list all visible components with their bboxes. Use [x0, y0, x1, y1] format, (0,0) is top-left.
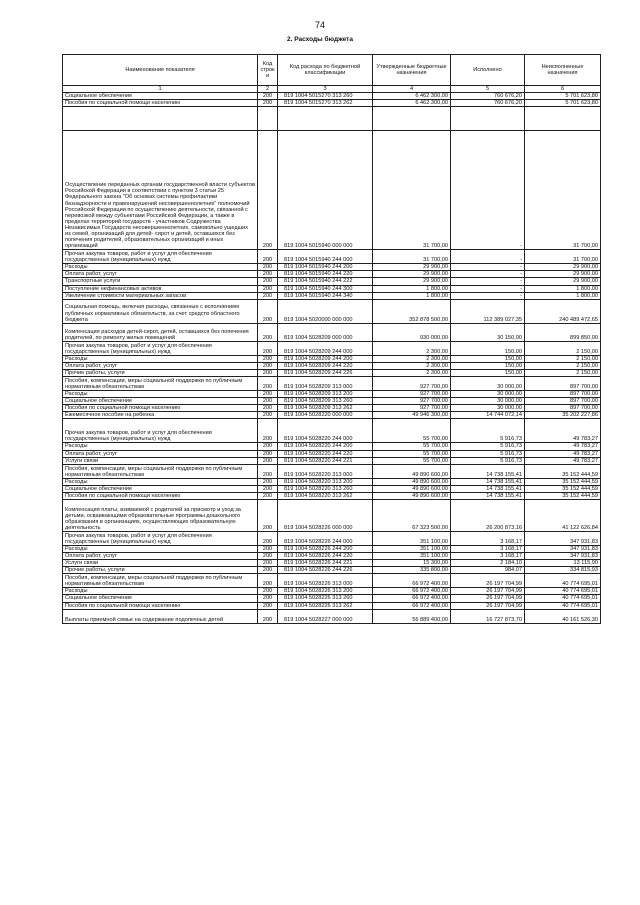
row-approved: 927 700,00: [373, 377, 451, 391]
row-name: [63, 107, 258, 131]
row-line-code: 200: [258, 93, 278, 100]
row-approved: 67 323 500,00: [373, 499, 451, 531]
row-name: Пособия, компенсации, меры социальной поддержки по публичным нормативным обязательствам: [63, 464, 258, 478]
row-unexecuted: 2 150,00: [525, 362, 601, 369]
row-approved: 29 900,00: [373, 271, 451, 278]
row-approved: 55 700,00: [373, 443, 451, 450]
row-executed: 150,00: [451, 341, 525, 355]
row-name: Прочие работы, услуги: [63, 567, 258, 574]
row-executed: -: [451, 131, 525, 250]
row-executed: 3 168,17: [451, 553, 525, 560]
row-budget-code: 819 1004 5020000 000 000: [278, 299, 373, 323]
row-executed: 26 197 704,99: [451, 574, 525, 588]
row-approved: 31 700,00: [373, 250, 451, 264]
row-budget-code: 819 1004 5028220 313 000: [278, 464, 373, 478]
table-row: [63, 602, 601, 609]
row-executed: 14 738 155,41: [451, 464, 525, 478]
table-row: [63, 609, 601, 623]
row-approved: 2 300,00: [373, 369, 451, 376]
budget-expenses-table: [62, 54, 601, 624]
column-number: 2: [258, 86, 278, 93]
row-line-code: 200: [258, 560, 278, 567]
table-row: [63, 278, 601, 285]
row-name: Пособия по социальной помощи населению: [63, 405, 258, 412]
row-unexecuted: 347 931,83: [525, 531, 601, 545]
row-unexecuted: 2 150,00: [525, 369, 601, 376]
table-header-row: [63, 55, 601, 86]
row-executed: 26 197 704,99: [451, 602, 525, 609]
row-unexecuted: 29 900,00: [525, 278, 601, 285]
row-budget-code: 819 1004 5028220 313 200: [278, 478, 373, 485]
row-executed: -: [451, 285, 525, 292]
row-budget-code: 819 1004 5028227 000 000: [278, 609, 373, 623]
table-row: [63, 299, 601, 323]
row-line-code: 200: [258, 443, 278, 450]
row-unexecuted: 35 152 444,59: [525, 492, 601, 499]
row-line-code: 200: [258, 553, 278, 560]
row-approved: 1 800,00: [373, 285, 451, 292]
row-budget-code: 819 1004 5028226 313 262: [278, 602, 373, 609]
table-row: [63, 341, 601, 355]
header-line-code: Код строк и: [258, 55, 278, 86]
column-number: 1: [63, 86, 258, 93]
row-unexecuted: 897 700,00: [525, 405, 601, 412]
row-budget-code: 819 1004 5028226 244 226: [278, 567, 373, 574]
row-executed: -: [451, 278, 525, 285]
row-approved: [373, 107, 451, 131]
row-approved: 927 700,00: [373, 398, 451, 405]
row-approved: 930 000,00: [373, 323, 451, 341]
row-budget-code: 819 1004 5028220 244 000: [278, 419, 373, 443]
row-unexecuted: 1 800,00: [525, 285, 601, 292]
row-budget-code: 819 1004 5028209 244 000: [278, 341, 373, 355]
row-executed: 760 676,20: [451, 93, 525, 100]
row-approved: 351 100,00: [373, 531, 451, 545]
table-row: [63, 478, 601, 485]
row-line-code: 200: [258, 264, 278, 271]
row-line-code: [258, 107, 278, 131]
header-unexecuted: Неисполненные назначения: [525, 55, 601, 86]
row-name: Расходы: [63, 545, 258, 552]
table-row: [63, 588, 601, 595]
row-approved: 335 800,00: [373, 567, 451, 574]
row-budget-code: 819 1004 5028220 000 000: [278, 412, 373, 419]
table-row: [63, 545, 601, 552]
row-executed: 26 200 873,16: [451, 499, 525, 531]
row-unexecuted: 240 489 472,65: [525, 299, 601, 323]
row-unexecuted: 35 152 444,59: [525, 478, 601, 485]
row-name: Ежемесячное пособие на ребенка: [63, 412, 258, 419]
row-unexecuted: 31 700,00: [525, 250, 601, 264]
row-budget-code: 819 1004 5028209 313 262: [278, 405, 373, 412]
row-approved: 927 700,00: [373, 391, 451, 398]
row-budget-code: 819 1004 5028209 313 260: [278, 398, 373, 405]
table-row: [63, 93, 601, 100]
row-budget-code: 819 1004 5028209 244 226: [278, 369, 373, 376]
row-approved: 49 946 300,00: [373, 412, 451, 419]
row-approved: 55 700,00: [373, 457, 451, 464]
row-unexecuted: 35 152 444,59: [525, 485, 601, 492]
table-row: [63, 369, 601, 376]
row-budget-code: 819 1004 5028209 000 000: [278, 323, 373, 341]
row-unexecuted: 49 783,27: [525, 450, 601, 457]
row-unexecuted: 49 783,27: [525, 457, 601, 464]
row-approved: 2 300,00: [373, 355, 451, 362]
row-executed: 26 197 704,99: [451, 588, 525, 595]
table-row: [63, 250, 601, 264]
row-budget-code: 819 1004 5015940 244 000: [278, 250, 373, 264]
row-unexecuted: 2 150,00: [525, 355, 601, 362]
row-budget-code: 819 1004 5015940 244 200: [278, 264, 373, 271]
row-name: Оплата работ, услуг: [63, 362, 258, 369]
row-executed: 150,00: [451, 369, 525, 376]
row-approved: 927 700,00: [373, 405, 451, 412]
row-approved: 66 972 400,00: [373, 588, 451, 595]
row-line-code: 200: [258, 499, 278, 531]
row-approved: 1 800,00: [373, 292, 451, 299]
row-approved: 66 972 400,00: [373, 602, 451, 609]
row-executed: 5 916,73: [451, 450, 525, 457]
row-approved: 49 890 600,00: [373, 492, 451, 499]
column-number-row: [63, 86, 601, 93]
row-line-code: 200: [258, 377, 278, 391]
row-line-code: 200: [258, 457, 278, 464]
row-executed: 5 916,73: [451, 443, 525, 450]
header-executed: Исполнено: [451, 55, 525, 86]
row-name: Прочая закупка товаров, работ и услуг для обеспечения государственных (муниципальных) нужд: [63, 341, 258, 355]
row-name: Выплаты приемной семье на содержание подопечных детей: [63, 609, 258, 623]
row-unexecuted: 1 800,00: [525, 292, 601, 299]
row-name: Расходы: [63, 391, 258, 398]
row-name: Поступление нефинансовых активов: [63, 285, 258, 292]
row-budget-code: 819 1004 5015940 244 222: [278, 278, 373, 285]
row-executed: 14 738 155,41: [451, 492, 525, 499]
row-name: Оплата работ, услуг: [63, 450, 258, 457]
row-line-code: 200: [258, 492, 278, 499]
row-budget-code: 819 1004 5028220 244 221: [278, 457, 373, 464]
section-title: 2. Расходы бюджета: [287, 36, 353, 43]
row-executed: -: [451, 250, 525, 264]
header-approved: Утвержденные бюджетные назначения: [373, 55, 451, 86]
row-budget-code: 819 1004 5028209 244 200: [278, 355, 373, 362]
row-executed: [451, 107, 525, 131]
table-row: [63, 323, 601, 341]
table-row: [63, 271, 601, 278]
row-name: Пособия по социальной помощи населению: [63, 100, 258, 107]
row-executed: 3 168,17: [451, 545, 525, 552]
row-budget-code: 819 1004 5028226 244 221: [278, 560, 373, 567]
row-budget-code: 819 1004 5028226 244 200: [278, 545, 373, 552]
table-row: [63, 264, 601, 271]
row-budget-code: 819 1004 5015270 313 260: [278, 93, 373, 100]
row-line-code: 200: [258, 567, 278, 574]
row-unexecuted: 5 701 623,80: [525, 100, 601, 107]
row-executed: 30 150,00: [451, 323, 525, 341]
row-approved: 15 300,00: [373, 560, 451, 567]
row-approved: 2 300,00: [373, 362, 451, 369]
row-executed: 5 916,73: [451, 457, 525, 464]
row-executed: 150,00: [451, 362, 525, 369]
row-approved: 351 100,00: [373, 545, 451, 552]
row-approved: 66 972 400,00: [373, 574, 451, 588]
row-unexecuted: 334 815,93: [525, 567, 601, 574]
row-line-code: 200: [258, 485, 278, 492]
row-approved: 352 878 500,00: [373, 299, 451, 323]
row-executed: 2 184,10: [451, 560, 525, 567]
row-name: Расходы: [63, 355, 258, 362]
row-approved: 29 900,00: [373, 278, 451, 285]
row-line-code: 200: [258, 419, 278, 443]
row-name: Прочая закупка товаров, работ и услуг для обеспечения государственных (муниципальных) нужд: [63, 531, 258, 545]
row-executed: -: [451, 271, 525, 278]
table-row: [63, 574, 601, 588]
row-name: Услуги связи: [63, 560, 258, 567]
row-name: Социальная помощь, включая расходы, связанные с исполнением публичных нормативных обязательств, за счет средств областного бюджета: [63, 299, 258, 323]
row-name: Прочая закупка товаров, работ и услуг для обеспечения государственных (муниципальных) нужд: [63, 419, 258, 443]
row-unexecuted: 41 122 626,84: [525, 499, 601, 531]
row-line-code: 200: [258, 285, 278, 292]
column-number: 3: [278, 86, 373, 93]
row-budget-code: 819 1004 5028226 313 200: [278, 588, 373, 595]
header-name: Наименование показателя: [63, 55, 258, 86]
row-line-code: 200: [258, 323, 278, 341]
row-budget-code: 819 1004 5028220 313 260: [278, 485, 373, 492]
row-unexecuted: 897 700,00: [525, 398, 601, 405]
row-line-code: 200: [258, 391, 278, 398]
row-line-code: 200: [258, 369, 278, 376]
column-number: 4: [373, 86, 451, 93]
row-line-code: 200: [258, 271, 278, 278]
row-executed: 30 000,00: [451, 377, 525, 391]
row-name: Пособия, компенсации, меры социальной поддержки по публичным нормативным обязательствам: [63, 377, 258, 391]
row-line-code: 200: [258, 609, 278, 623]
row-executed: 26 197 704,99: [451, 595, 525, 602]
row-unexecuted: 35 202 227,86: [525, 412, 601, 419]
row-name: Транспортные услуги: [63, 278, 258, 285]
row-budget-code: 819 1004 5028220 313 262: [278, 492, 373, 499]
table-row: [63, 391, 601, 398]
table-row: [63, 457, 601, 464]
row-executed: 16 727 873,70: [451, 609, 525, 623]
row-name: Услуги связи: [63, 457, 258, 464]
row-executed: 30 000,00: [451, 405, 525, 412]
row-unexecuted: 13 115,90: [525, 560, 601, 567]
table-row: [63, 492, 601, 499]
row-unexecuted: 897 700,00: [525, 391, 601, 398]
row-unexecuted: 899 850,00: [525, 323, 601, 341]
table-row: [63, 567, 601, 574]
row-budget-code: 819 1004 5028220 244 200: [278, 443, 373, 450]
column-number: 5: [451, 86, 525, 93]
row-approved: 55 700,00: [373, 450, 451, 457]
row-unexecuted: 5 701 623,80: [525, 93, 601, 100]
row-name: Расходы: [63, 264, 258, 271]
row-unexecuted: [525, 107, 601, 131]
row-executed: -: [451, 292, 525, 299]
table-row: [63, 560, 601, 567]
row-name: Оплата работ, услуг: [63, 553, 258, 560]
row-name: Пособия по социальной помощи населению: [63, 492, 258, 499]
table-row: [63, 485, 601, 492]
row-name: Социальное обеспечение: [63, 398, 258, 405]
table-row: [63, 107, 601, 131]
row-executed: 5 916,73: [451, 419, 525, 443]
row-name: Социальное обеспечение: [63, 595, 258, 602]
table-row: [63, 595, 601, 602]
row-budget-code: 819 1004 5028226 313 000: [278, 574, 373, 588]
row-approved: 6 462 300,00: [373, 93, 451, 100]
row-name: Социальное обеспечение: [63, 485, 258, 492]
row-line-code: 200: [258, 355, 278, 362]
row-name: Компенсация платы, взимаемой с родителей за присмотр и уход за детьми, осваивающими образовательные программы дошкольного образования в организациях, осуществляющих образовательную деятельность: [63, 499, 258, 531]
row-line-code: 200: [258, 292, 278, 299]
row-executed: 984,07: [451, 567, 525, 574]
table-row: [63, 419, 601, 443]
table-row: [63, 131, 601, 250]
row-name: Увеличение стоимости материальных запасов: [63, 292, 258, 299]
table-row: [63, 464, 601, 478]
row-line-code: 200: [258, 478, 278, 485]
row-unexecuted: 40 774 695,01: [525, 588, 601, 595]
row-budget-code: [278, 107, 373, 131]
row-budget-code: 819 1004 5028226 244 000: [278, 531, 373, 545]
row-unexecuted: 347 931,83: [525, 553, 601, 560]
row-unexecuted: 897 700,00: [525, 377, 601, 391]
row-line-code: 200: [258, 464, 278, 478]
header-budget-code: Код расхода по бюджетной классификации: [278, 55, 373, 86]
row-unexecuted: 40 161 526,30: [525, 609, 601, 623]
row-budget-code: 819 1004 5028226 000 000: [278, 499, 373, 531]
row-budget-code: 819 1004 5028209 313 000: [278, 377, 373, 391]
row-line-code: 200: [258, 602, 278, 609]
row-approved: 55 700,00: [373, 419, 451, 443]
row-name: Оплата работ, услуг: [63, 271, 258, 278]
row-name: Расходы: [63, 478, 258, 485]
row-name: Социальное обеспечение: [63, 93, 258, 100]
row-executed: 14 738 155,41: [451, 478, 525, 485]
row-executed: -: [451, 264, 525, 271]
table-row: [63, 398, 601, 405]
row-budget-code: 819 1004 5015940 244 300: [278, 285, 373, 292]
row-line-code: 200: [258, 299, 278, 323]
row-line-code: 200: [258, 278, 278, 285]
table-row: [63, 355, 601, 362]
row-name: Осуществление переданных органам государственной власти субъектов Российской Федерации в соответствии с пунктом 3 статьи 25 Федерального закона "Об основах системы профилактики безнадзорности и правонарушений несовершеннолетних" полномочий Российской Федерации по осуществлению деятельности, связанной с перевозкой между субъектами Российской Федерации, а также в пределах территорий государств - участников Содружества Независимых Государств несовершеннолетних, самовольно ушедших из семей, организаций для детей- сирот и детей, оставшихся без попечения родителей, образовательных организаций и иных организаций: [63, 131, 258, 250]
table-row: [63, 292, 601, 299]
row-unexecuted: 40 774 695,01: [525, 595, 601, 602]
row-line-code: 200: [258, 574, 278, 588]
row-unexecuted: 29 900,00: [525, 271, 601, 278]
row-line-code: 200: [258, 362, 278, 369]
column-number: 6: [525, 86, 601, 93]
row-executed: 760 676,20: [451, 100, 525, 107]
row-name: Прочие работы, услуги: [63, 369, 258, 376]
row-line-code: 200: [258, 531, 278, 545]
row-name: Расходы: [63, 443, 258, 450]
row-executed: 30 000,00: [451, 398, 525, 405]
row-approved: 31 700,00: [373, 131, 451, 250]
row-approved: 351 100,00: [373, 553, 451, 560]
row-budget-code: 819 1004 5028226 244 220: [278, 553, 373, 560]
row-budget-code: 819 1004 5028220 244 220: [278, 450, 373, 457]
row-budget-code: 819 1004 5015270 313 262: [278, 100, 373, 107]
table-row: [63, 100, 601, 107]
row-unexecuted: 2 150,00: [525, 341, 601, 355]
row-line-code: 200: [258, 398, 278, 405]
row-line-code: 200: [258, 341, 278, 355]
row-executed: 30 000,00: [451, 391, 525, 398]
row-approved: 56 889 400,00: [373, 609, 451, 623]
row-line-code: 200: [258, 131, 278, 250]
row-executed: 14 744 072,14: [451, 412, 525, 419]
row-unexecuted: 40 774 695,01: [525, 574, 601, 588]
table-row: [63, 450, 601, 457]
row-line-code: 200: [258, 405, 278, 412]
table-row: [63, 412, 601, 419]
row-approved: 6 462 300,00: [373, 100, 451, 107]
row-approved: 66 972 400,00: [373, 595, 451, 602]
row-name: Пособия по социальной помощи населению: [63, 602, 258, 609]
table-row: [63, 285, 601, 292]
row-unexecuted: 29 900,00: [525, 264, 601, 271]
table-row: [63, 362, 601, 369]
row-unexecuted: 40 774 695,01: [525, 602, 601, 609]
table-row: [63, 443, 601, 450]
row-line-code: 200: [258, 100, 278, 107]
row-executed: 150,00: [451, 355, 525, 362]
row-budget-code: 819 1004 5015940 000 000: [278, 131, 373, 250]
row-budget-code: 819 1004 5028209 313 200: [278, 391, 373, 398]
row-unexecuted: 347 931,83: [525, 545, 601, 552]
row-unexecuted: 31 700,00: [525, 131, 601, 250]
row-name: Расходы: [63, 588, 258, 595]
row-executed: 112 389 027,35: [451, 299, 525, 323]
row-executed: 3 168,17: [451, 531, 525, 545]
table-row: [63, 499, 601, 531]
row-budget-code: 819 1004 5028226 313 260: [278, 595, 373, 602]
row-approved: 2 300,00: [373, 341, 451, 355]
row-line-code: 200: [258, 588, 278, 595]
row-unexecuted: 49 783,27: [525, 443, 601, 450]
page-number: 74: [314, 20, 325, 30]
row-line-code: 200: [258, 450, 278, 457]
row-name: Пособия, компенсации, меры социальной поддержки по публичным нормативным обязательствам: [63, 574, 258, 588]
row-approved: 49 890 600,00: [373, 464, 451, 478]
row-executed: 14 738 155,41: [451, 485, 525, 492]
row-line-code: 200: [258, 595, 278, 602]
row-budget-code: 819 1004 5015940 244 220: [278, 271, 373, 278]
row-approved: 29 900,00: [373, 264, 451, 271]
row-line-code: 200: [258, 412, 278, 419]
table-row: [63, 377, 601, 391]
row-budget-code: 819 1004 5015940 244 340: [278, 292, 373, 299]
row-line-code: 200: [258, 545, 278, 552]
row-approved: 49 890 600,00: [373, 478, 451, 485]
row-budget-code: 819 1004 5028209 244 220: [278, 362, 373, 369]
table-row: [63, 405, 601, 412]
row-name: Компенсация расходов детей-сирот, детей, оставшихся без попечения родителей, по ремонту жилых помещений: [63, 323, 258, 341]
row-unexecuted: 49 783,27: [525, 419, 601, 443]
row-unexecuted: 35 152 444,59: [525, 464, 601, 478]
row-name: Прочая закупка товаров, работ и услуг для обеспечения государственных (муниципальных) нужд: [63, 250, 258, 264]
table-row: [63, 553, 601, 560]
row-approved: 49 890 600,00: [373, 485, 451, 492]
row-line-code: 200: [258, 250, 278, 264]
table-row: [63, 531, 601, 545]
